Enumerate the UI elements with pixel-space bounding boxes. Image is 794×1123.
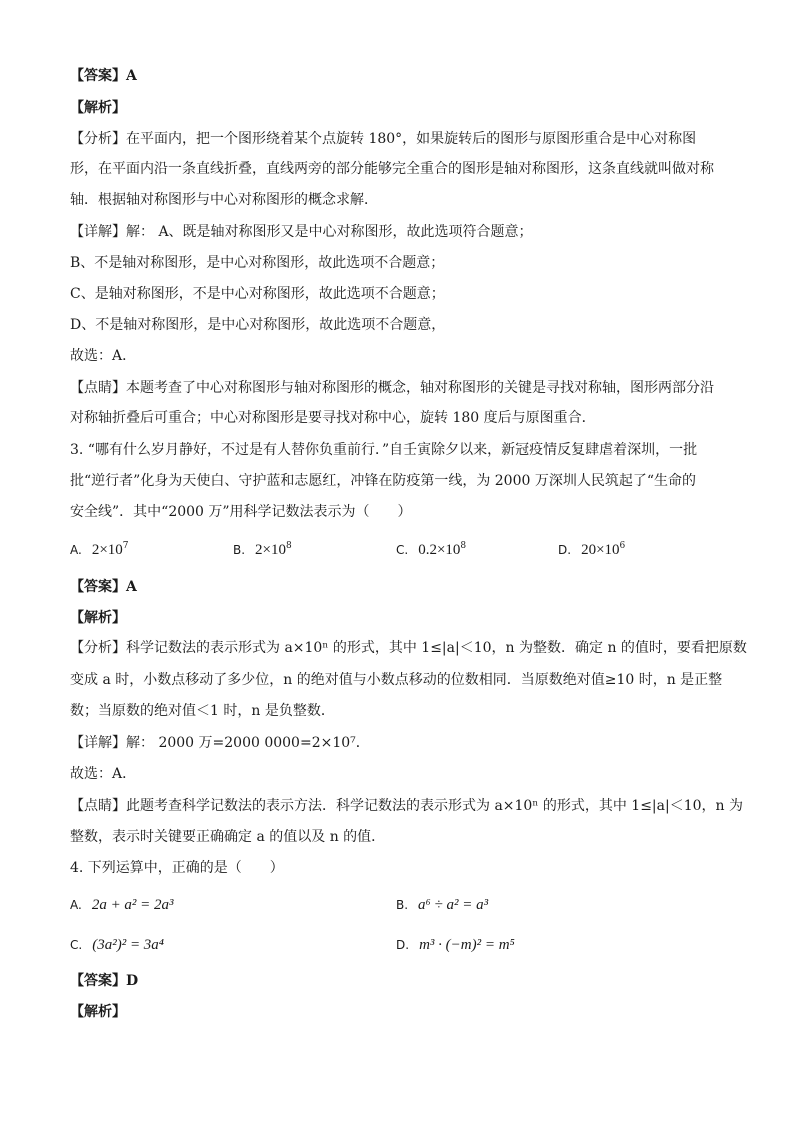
q3-fenxi-line: 数；当原数的绝对值＜1 时，n 是负整数． [70, 703, 335, 719]
q3-fenxi-line: 【分析】科学记数法的表示形式为 a×10ⁿ 的形式，其中 1≤|a|＜10，n 为整数．确定 n 的值时，要看把原数 [70, 640, 747, 656]
q2-detail-line: 【详解】解： A、既是轴对称图形又是中心对称图形，故此选项符合题意； [70, 224, 533, 240]
q3-analysis-heading: 【解析】 [70, 610, 126, 626]
option-exp: 6 [619, 541, 626, 551]
q3-detail-line: 【详解】解： 2000 万=2000 0000=2×10⁷． [70, 735, 370, 751]
q2-fenxi-line: 轴．根据轴对称图形与中心对称图形的概念求解． [70, 192, 378, 208]
q2-detail-line: D、不是轴对称图形，是中心对称图形，故此选项不合题意， [70, 317, 446, 333]
q3-option-b [233, 540, 292, 561]
q3-option-a [70, 540, 129, 561]
q2-answer: 【答案】A [70, 68, 137, 84]
option-coef: 2×10 [255, 542, 287, 558]
q2-dianjing-line: 对称轴折叠后可重合；中心对称图形是要寻找对称中心，旋转 180 度后与原图重合． [70, 410, 596, 426]
option-label: C. [396, 543, 409, 557]
q2-fenxi-line: 【分析】在平面内，把一个图形绕着某个点旋转 180°，如果旋转后的图形与原图形重合是中心对称图 [70, 131, 697, 147]
option-label: A. [70, 898, 82, 912]
q3-fenxi-line: 变成 a 时，小数点移动了多少位，n 的绝对值与小数点移动的位数相同．当原数绝对值≥10 时，n 是正整 [70, 672, 723, 688]
q3-option-c [396, 540, 466, 561]
option-expr: m³ · (−m)² = m⁵ [419, 937, 515, 953]
q3-conclusion: 故选：A． [70, 766, 137, 782]
q3-dianjing-line: 【点睛】此题考查科学记数法的表示方法．科学记数法的表示形式为 a×10ⁿ 的形式，其中 1≤|a|＜10，n 为 [70, 798, 743, 814]
q2-dianjing-line: 【点睛】本题考查了中心对称图形与轴对称图形的概念，轴对称图形的关键是寻找对称轴，图形两部分沿 [70, 380, 714, 396]
option-expr: 2a + a² = 2a³ [91, 897, 174, 913]
q4-option-c [70, 935, 164, 956]
option-expr: a⁶ ÷ a² = a³ [418, 897, 489, 913]
option-expr: (3a²)² = 3a⁴ [92, 937, 165, 953]
q3-stem-line: 安全线”．其中“2000 万”用科学记数法表示为（ ） [70, 504, 412, 520]
option-exp: 8 [460, 541, 467, 551]
q3-dianjing-line: 整数，表示时关键要正确确定 a 的值以及 n 的值． [70, 829, 386, 845]
q2-conclusion: 故选：A． [70, 348, 137, 364]
q4-option-d [396, 935, 515, 956]
q2-fenxi-line: 形，在平面内沿一条直线折叠，直线两旁的部分能够完全重合的图形是轴对称图形，这条直线就叫做对称 [70, 161, 714, 177]
option-label: A. [70, 543, 82, 557]
q4-option-a [70, 895, 174, 916]
option-exp: 8 [286, 541, 292, 551]
q4-answer: 【答案】D [70, 973, 139, 989]
q4-option-b [396, 895, 488, 916]
option-label: D. [558, 543, 572, 557]
q2-analysis-heading: 【解析】 [70, 100, 126, 116]
q3-option-d [558, 540, 625, 561]
option-label: B. [233, 543, 246, 557]
option-exp: 7 [122, 541, 129, 551]
option-coef: 2×10 [91, 542, 123, 558]
option-label: B. [396, 898, 409, 912]
q2-detail-line: B、不是轴对称图形，是中心对称图形，故此选项不合题意； [70, 255, 445, 271]
option-coef: 20×10 [581, 542, 620, 558]
q3-answer: 【答案】A [70, 579, 137, 595]
option-label: C. [70, 938, 83, 952]
q4-stem: 4. 下列运算中，正确的是（ ） [70, 860, 284, 876]
q2-detail-line: C、是轴对称图形，不是中心对称图形，故此选项不合题意； [70, 286, 445, 302]
option-label: D. [396, 938, 410, 952]
q4-analysis-heading: 【解析】 [70, 1004, 126, 1020]
option-coef: 0.2×10 [418, 542, 461, 558]
q3-stem-line: 批“逆行者”化身为天使白、守护蓝和志愿红，冲锋在防疫第一线，为 2000 万深圳人民筑起了“生命的 [70, 473, 696, 489]
q3-stem-line: 3. “哪有什么岁月静好，不过是有人替你负重前行．”自壬寅除夕以来，新冠疫情反复肆虐着深圳，一批 [70, 442, 698, 458]
